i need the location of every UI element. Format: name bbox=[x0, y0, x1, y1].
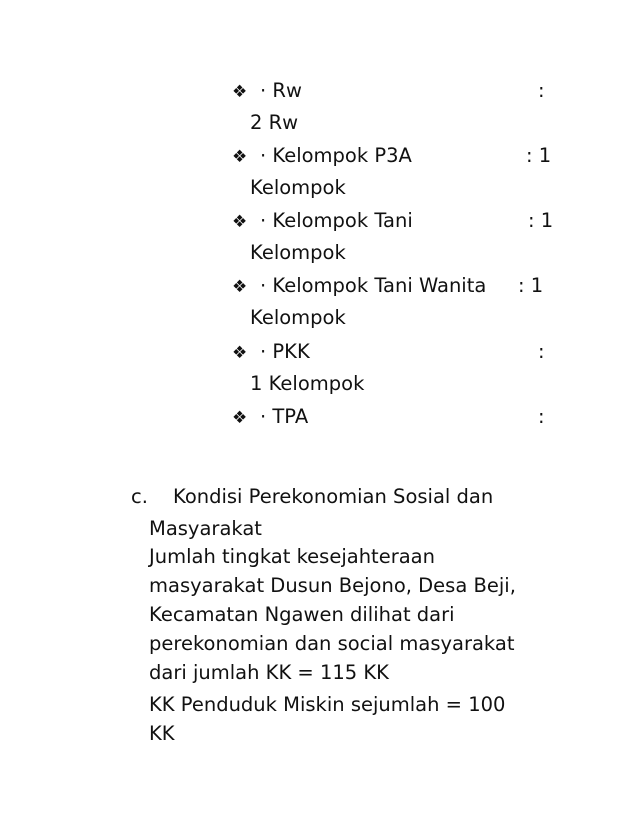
paragraph-line: masyarakat Dusun Bejono, Desa Beji, bbox=[149, 574, 516, 597]
section-title-line2: Masyarakat bbox=[149, 517, 262, 540]
bullet-colon: : 1 bbox=[528, 209, 554, 232]
bullet-item-pkk bbox=[232, 336, 572, 400]
bullet-item-rw bbox=[232, 75, 572, 139]
paragraph-line: dari jumlah KK = 115 KK bbox=[149, 661, 389, 684]
paragraph-line: perekonomian dan social masyarakat bbox=[149, 632, 515, 655]
bullet-item-tpa bbox=[232, 401, 572, 433]
bullet-label: · PKK bbox=[260, 340, 310, 363]
bullet-line bbox=[232, 205, 572, 237]
bullet-item-kelompok-p3a bbox=[232, 140, 572, 204]
bullet-colon: : 1 bbox=[526, 144, 552, 167]
diamond-bullet-icon: ❖ bbox=[232, 408, 248, 428]
section-c-heading bbox=[131, 481, 551, 513]
bullet-continuation: Kelompok bbox=[250, 241, 346, 264]
bullet-line bbox=[232, 336, 572, 368]
paragraph-line: Kecamatan Ngawen dilihat dari bbox=[149, 603, 455, 626]
section-title-line1: Kondisi Perekonomian Sosial dan bbox=[173, 485, 494, 508]
bullet-label: · Kelompok Tani bbox=[260, 209, 413, 232]
paragraph-line: KK Penduduk Miskin sejumlah = 100 bbox=[149, 693, 506, 716]
diamond-bullet-icon: ❖ bbox=[232, 212, 248, 232]
diamond-bullet-icon: ❖ bbox=[232, 343, 248, 363]
section-letter: c. bbox=[131, 485, 148, 508]
bullet-colon: : bbox=[538, 405, 545, 428]
bullet-continuation: Kelompok bbox=[250, 306, 346, 329]
bullet-colon: : bbox=[538, 340, 545, 363]
bullet-continuation: 2 Rw bbox=[250, 111, 299, 134]
bullet-line bbox=[232, 140, 572, 172]
paragraph-kesejahteraan bbox=[149, 542, 569, 687]
bullet-line bbox=[232, 270, 572, 302]
bullet-line bbox=[232, 401, 572, 433]
bullet-continuation: Kelompok bbox=[250, 176, 346, 199]
section-c bbox=[131, 481, 551, 545]
paragraph-penduduk-miskin bbox=[149, 690, 569, 748]
bullet-label: · Kelompok Tani Wanita bbox=[260, 274, 487, 297]
bullet-continuation: 1 Kelompok bbox=[250, 372, 365, 395]
diamond-bullet-icon: ❖ bbox=[232, 277, 248, 297]
bullet-colon: : bbox=[538, 79, 545, 102]
bullet-item-kelompok-tani bbox=[232, 205, 572, 269]
bullet-label: · Kelompok P3A bbox=[260, 144, 412, 167]
paragraph-line: Jumlah tingkat kesejahteraan bbox=[149, 545, 435, 568]
bullet-line bbox=[232, 75, 572, 107]
bullet-label: · TPA bbox=[260, 405, 309, 428]
diamond-bullet-icon: ❖ bbox=[232, 147, 248, 167]
bullet-item-kelompok-tani-wanita bbox=[232, 270, 572, 334]
bullet-label: · Rw bbox=[260, 79, 302, 102]
diamond-bullet-icon: ❖ bbox=[232, 82, 248, 102]
paragraph-line: KK bbox=[149, 722, 175, 745]
bullet-colon: : 1 bbox=[518, 274, 544, 297]
